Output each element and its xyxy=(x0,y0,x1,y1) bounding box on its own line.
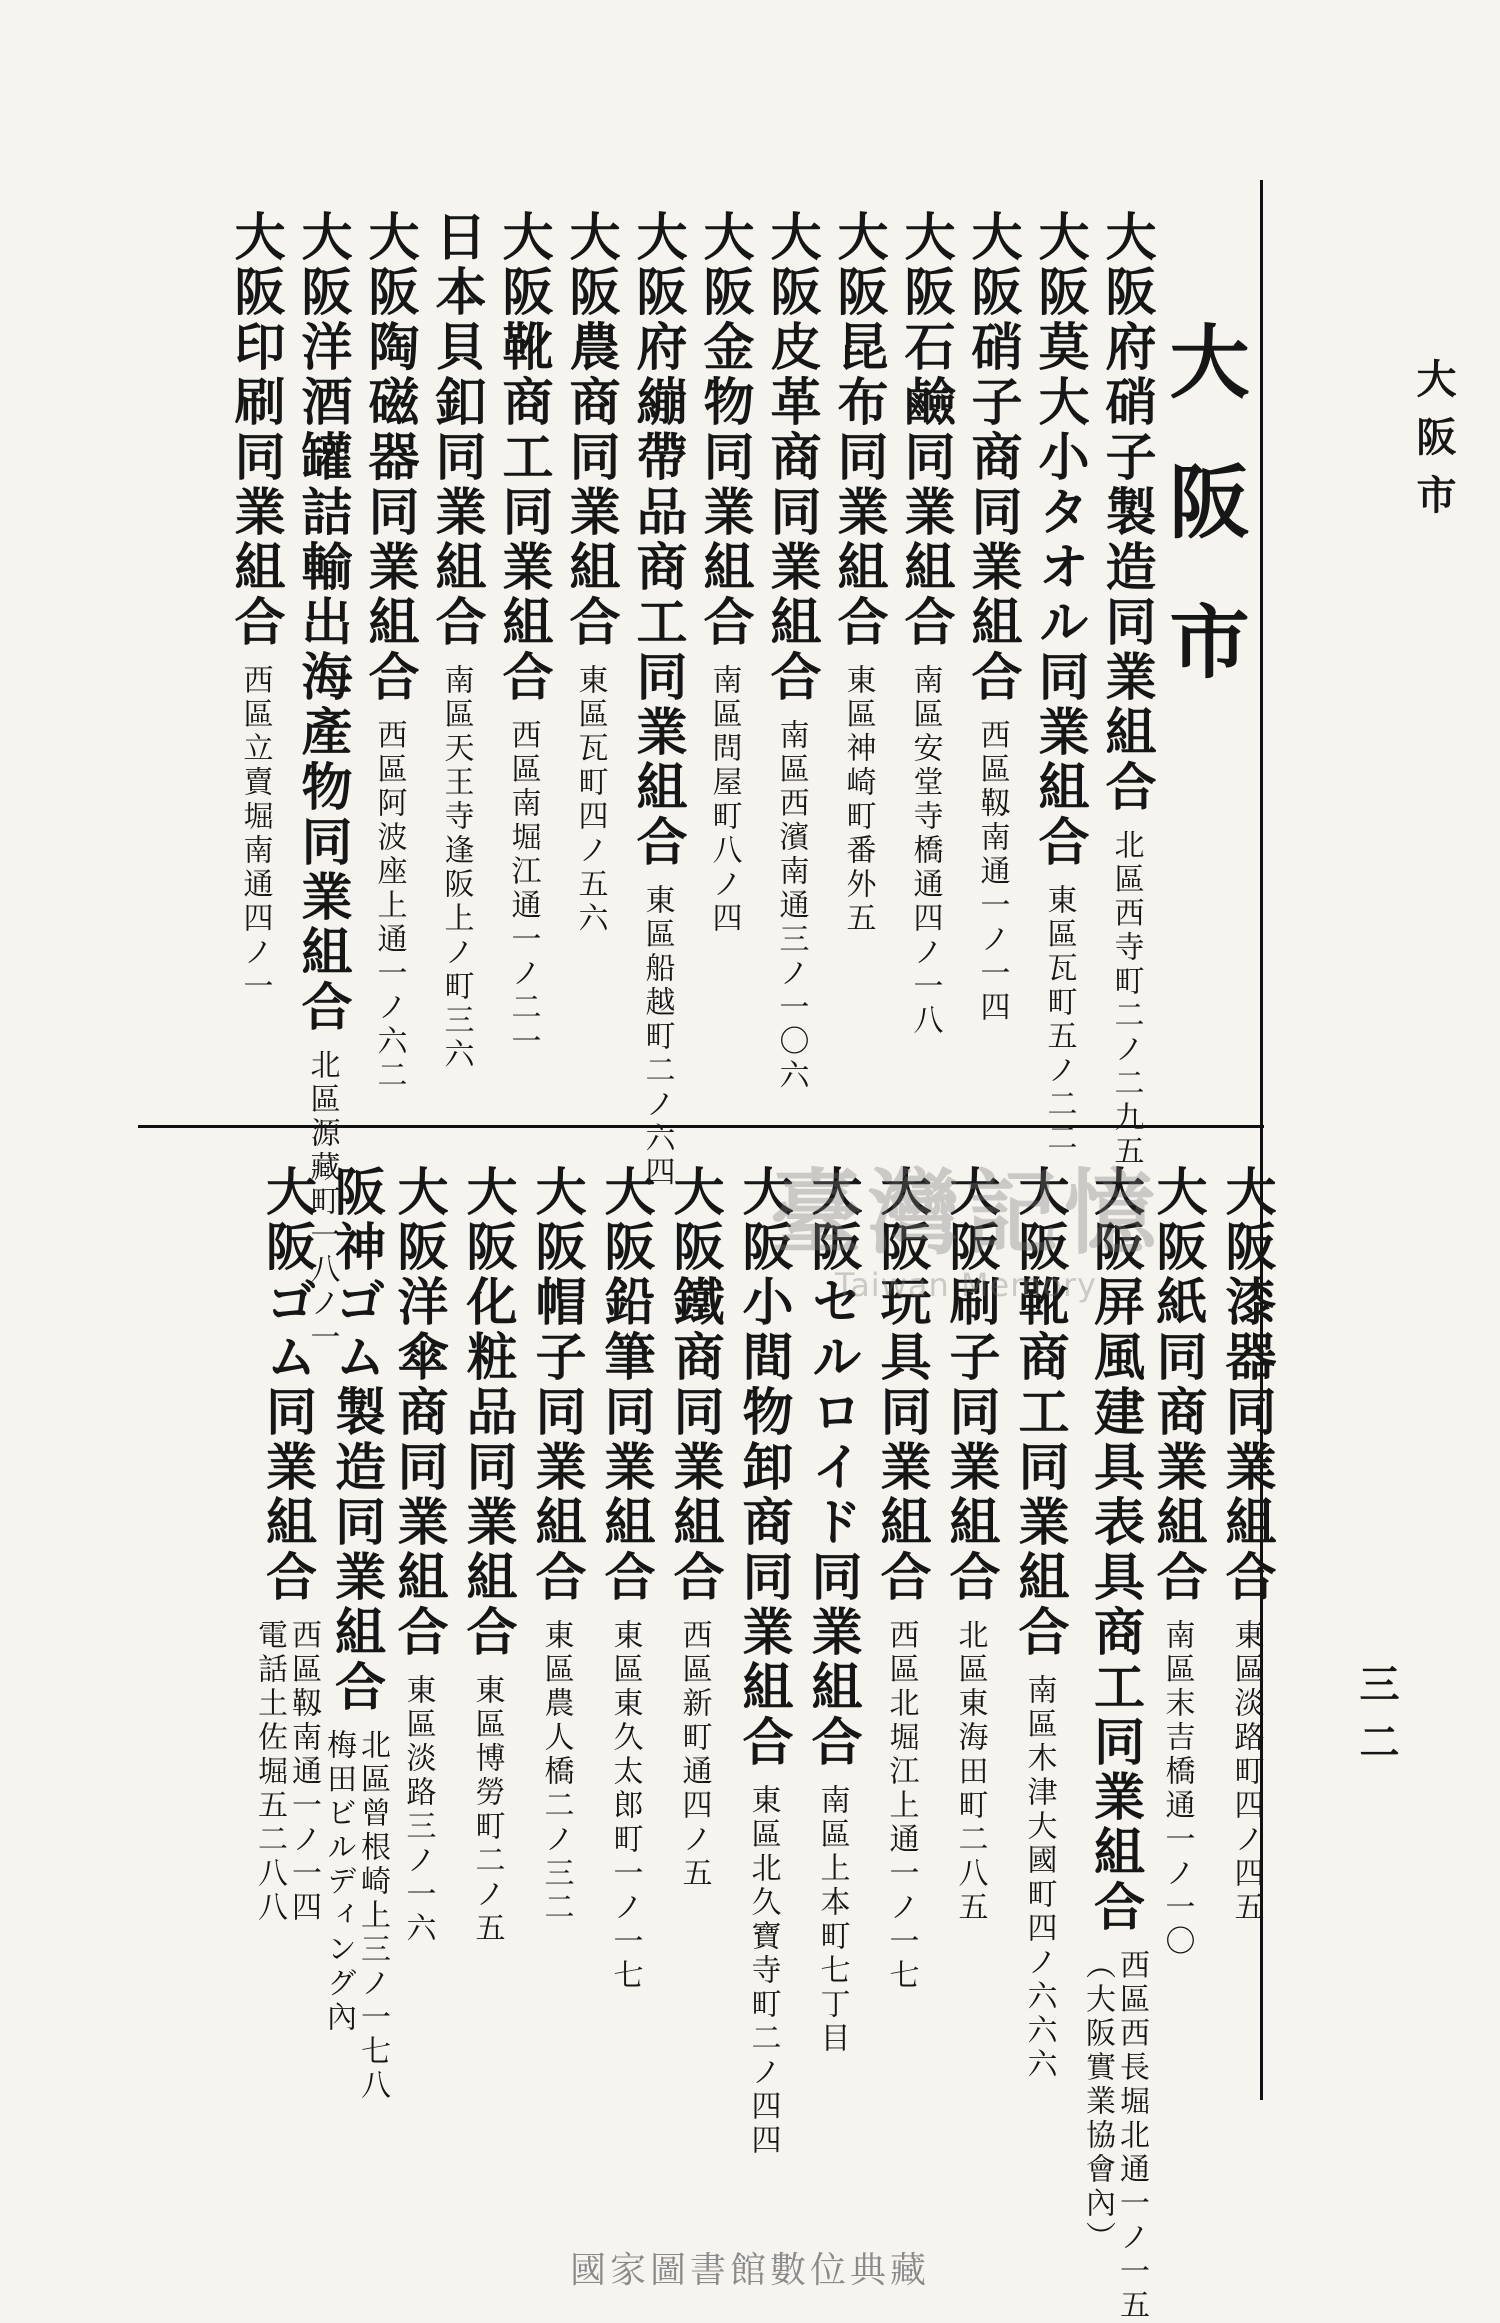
watermark-en-text: Taiwan Memory xyxy=(834,1266,1098,1304)
upper-entry xyxy=(1096,210,1156,1169)
organization-address: 南區安堂寺橋通四ノ一八 xyxy=(907,664,943,1038)
section-title: 大阪市 xyxy=(1156,320,1250,740)
organization-address: 南區天王寺逢阪上ノ町三六 xyxy=(438,664,474,1072)
organization-address: 東區瓦町五ノ二二 xyxy=(1041,884,1077,1156)
upper-entry xyxy=(1029,210,1089,1156)
organization-name: 大阪洋酒罐詰輸出海產物同業組合 xyxy=(292,210,352,1035)
organization-name: 大阪小間物卸商同業組合 xyxy=(733,1165,793,1770)
lower-entry xyxy=(252,1165,321,1925)
lower-entry xyxy=(321,1165,390,2103)
organization-name: 大阪金物同業組合 xyxy=(694,210,754,650)
organization-name: 日本貝釦同業組合 xyxy=(426,210,486,650)
lower-entry xyxy=(1080,1165,1149,2323)
watermark-cjk-text: 臺灣記憶 xyxy=(770,1159,1163,1267)
organization-name: 大阪ゴム同業組合 xyxy=(256,1165,317,1605)
lower-entry xyxy=(1009,1165,1069,2082)
organization-address: 東區船越町二ノ六四 xyxy=(639,884,675,1190)
organization-name: 大阪鐵商同業組合 xyxy=(664,1165,724,1605)
organization-name: 大阪印刷同業組合 xyxy=(225,210,285,650)
address-note: （大阪實業協會內） xyxy=(1080,1949,1115,2255)
address-note: 梅田ビルディング內 xyxy=(321,1729,356,2035)
upper-entry xyxy=(225,210,285,1004)
upper-entry xyxy=(560,210,620,936)
organization-address: 西區西長堀北通一ノ一五 xyxy=(1114,1949,1149,2323)
upper-entry xyxy=(828,210,888,936)
organization-address: 東區博勞町二ノ五 xyxy=(469,1674,505,1946)
upper-entry xyxy=(962,210,1022,1025)
organization-address: 西區靱南通一ノ一四 xyxy=(974,719,1010,1025)
upper-entry xyxy=(493,210,553,1059)
organization-name: 大阪帽子同業組合 xyxy=(526,1165,586,1605)
organization-name: 大阪農商同業組合 xyxy=(560,210,620,650)
lower-entry xyxy=(595,1165,655,1993)
running-title: 大阪市 xyxy=(1410,358,1457,532)
organization-address: 南區問屋町八ノ四 xyxy=(706,664,742,936)
upper-entry xyxy=(627,210,687,1190)
upper-entry xyxy=(895,210,955,1038)
page-number: 三二 xyxy=(1353,1663,1400,1779)
organization-name: 阪神ゴム製造同業組合 xyxy=(325,1165,386,1715)
organization-name: 大阪府繃帶品商工同業組合 xyxy=(627,210,687,870)
upper-entry xyxy=(426,210,486,1072)
organization-address: 西區北堀江上通一ノ一七 xyxy=(883,1619,919,1993)
lower-entry xyxy=(388,1165,448,1946)
organization-address: 東區農人橋二ノ三二 xyxy=(538,1619,574,1925)
lower-entry xyxy=(871,1165,931,1993)
organization-name: 大阪昆布同業組合 xyxy=(828,210,888,650)
organization-address: 北區源藏町一八ノ一 xyxy=(304,1049,340,1355)
organization-name: 大阪漆器同業組合 xyxy=(1216,1165,1276,1605)
lower-entry xyxy=(664,1165,724,1891)
organization-name: 大阪刷子同業組合 xyxy=(940,1165,1000,1605)
organization-name: 大阪陶磁器同業組合 xyxy=(359,210,419,705)
organization-name: 大阪硝子商同業組合 xyxy=(962,210,1022,705)
organization-address: 東區淡路町四ノ四五 xyxy=(1228,1619,1264,1925)
organization-name: 大阪鉛筆同業組合 xyxy=(595,1165,655,1605)
organization-name: 大阪皮革商同業組合 xyxy=(761,210,821,705)
upper-entry xyxy=(694,210,754,936)
organization-name: 大阪洋傘商同業組合 xyxy=(388,1165,448,1660)
lower-entry xyxy=(526,1165,586,1925)
upper-entry xyxy=(761,210,821,1093)
organization-address: 西區新町通四ノ五 xyxy=(676,1619,712,1891)
organization-name: 大阪セルロイド同業組合 xyxy=(802,1165,862,1770)
organization-name: 大阪靴商工同業組合 xyxy=(1009,1165,1069,1660)
organization-address: 南區木津大國町四ノ六六六 xyxy=(1021,1674,1057,2082)
footer-credit: 國家圖書館數位典藏 xyxy=(569,2250,930,2291)
lower-entry xyxy=(1147,1165,1207,1959)
organization-address: 東區淡路三ノ一六 xyxy=(400,1674,436,1946)
organization-name: 大阪屏風建具表具商工同業組合 xyxy=(1084,1165,1145,1935)
organization-address: 東區東久太郎町一ノ一七 xyxy=(607,1619,643,1993)
organization-name: 大阪府硝子製造同業組合 xyxy=(1096,210,1156,815)
organization-address: 北區曾根崎上三ノ一七八 xyxy=(355,1729,390,2103)
organization-address: 西區靱南通一ノ一四 xyxy=(286,1619,321,1925)
running-header xyxy=(1353,358,1462,1779)
organization-address: 東區神崎町番外五 xyxy=(840,664,876,936)
organization-name: 大阪石鹼同業組合 xyxy=(895,210,955,650)
organization-name: 大阪化粧品同業組合 xyxy=(457,1165,517,1660)
lower-entry xyxy=(457,1165,517,1946)
address-note: 電話土佐堀五二八八 xyxy=(252,1619,287,1925)
organization-address: 南區西濱南通三ノ一〇六 xyxy=(773,719,809,1093)
organization-address: 東區瓦町四ノ五六 xyxy=(572,664,608,936)
organization-name: 大阪玩具同業組合 xyxy=(871,1165,931,1605)
organization-address: 南區上本町七丁目 xyxy=(814,1784,850,2056)
organization-address: 西區南堀江通一ノ二一 xyxy=(505,719,541,1059)
organization-address: 北區西寺町二ノ二九五 xyxy=(1108,829,1144,1169)
upper-entry xyxy=(359,210,419,1093)
organization-address: 南區末吉橋通一ノ一〇 xyxy=(1159,1619,1195,1959)
lower-entry xyxy=(940,1165,1000,1925)
organization-name: 大阪莫大小タオル同業組合 xyxy=(1029,210,1089,870)
organization-address: 北區東海田町二八五 xyxy=(952,1619,988,1925)
lower-entry xyxy=(1216,1165,1276,1925)
lower-entry xyxy=(733,1165,793,2158)
organization-name: 大阪靴商工同業組合 xyxy=(493,210,553,705)
organization-address: 西區立賣堀南通四ノ一 xyxy=(237,664,273,1004)
organization-name: 大阪紙同商業組合 xyxy=(1147,1165,1207,1605)
organization-address: 東區北久寶寺町二ノ四四 xyxy=(745,1784,781,2158)
lower-entry xyxy=(802,1165,862,2056)
organization-address: 西區阿波座上通一ノ六二 xyxy=(371,719,407,1093)
